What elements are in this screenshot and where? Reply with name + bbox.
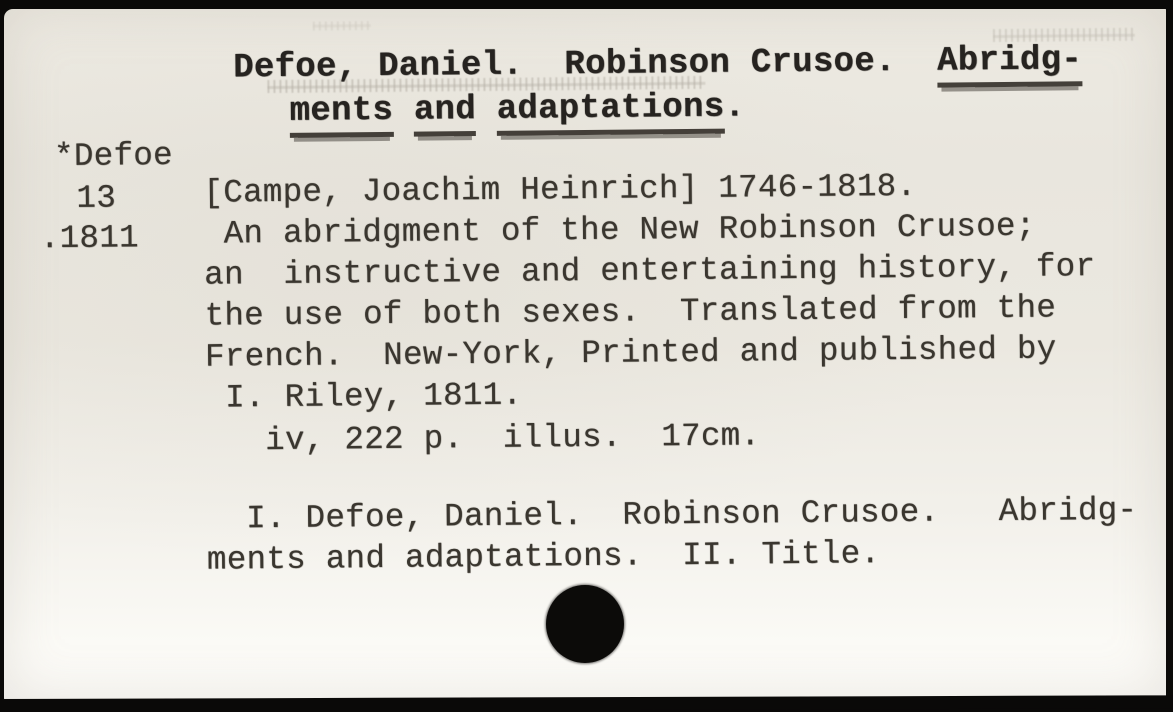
body-line: An abridgment of the New Robinson Crusoe; <box>203 207 1036 253</box>
scan-edge-bottom <box>0 695 1173 712</box>
body-line: French. New-York, Printed and published by <box>204 330 1057 376</box>
tracing-line: I. Defoe, Daniel. Robinson Crusoe. Abridg- <box>206 491 1138 538</box>
heading-underlined-word: and <box>414 91 477 137</box>
heading-line-2 <box>289 87 745 132</box>
punch-hole <box>546 585 624 663</box>
heading-period: . <box>724 88 746 127</box>
call-number-line-3: .1811 <box>39 219 140 258</box>
body-line: an instructive and entertaining history, for <box>204 248 1096 294</box>
heading-underlined-word: ments <box>289 92 393 138</box>
erased-text-artifact <box>313 21 371 31</box>
call-number-line-2: 13 <box>76 179 117 217</box>
body-line: I. Riley, 1811. <box>205 376 523 417</box>
body-line: [Campe, Joachim Heinrich] 1746-1818. <box>203 167 917 212</box>
heading-line-1 <box>233 40 1082 89</box>
heading-underlined-word: Abridg- <box>937 41 1082 87</box>
catalog-card-paper <box>4 9 1168 700</box>
body-line: the use of both sexes. Translated from the <box>204 289 1057 335</box>
scan-edge-right <box>1166 0 1173 712</box>
call-number-line-1: *Defoe <box>53 136 174 176</box>
heading-underlined-word: adaptations <box>497 89 725 136</box>
heading-text: Defoe, Daniel. Robinson Crusoe. <box>233 42 938 88</box>
tracing-line: ments and adaptations. II. Title. <box>206 535 881 579</box>
collation-line: iv, 222 p. illus. 17cm. <box>205 417 761 460</box>
